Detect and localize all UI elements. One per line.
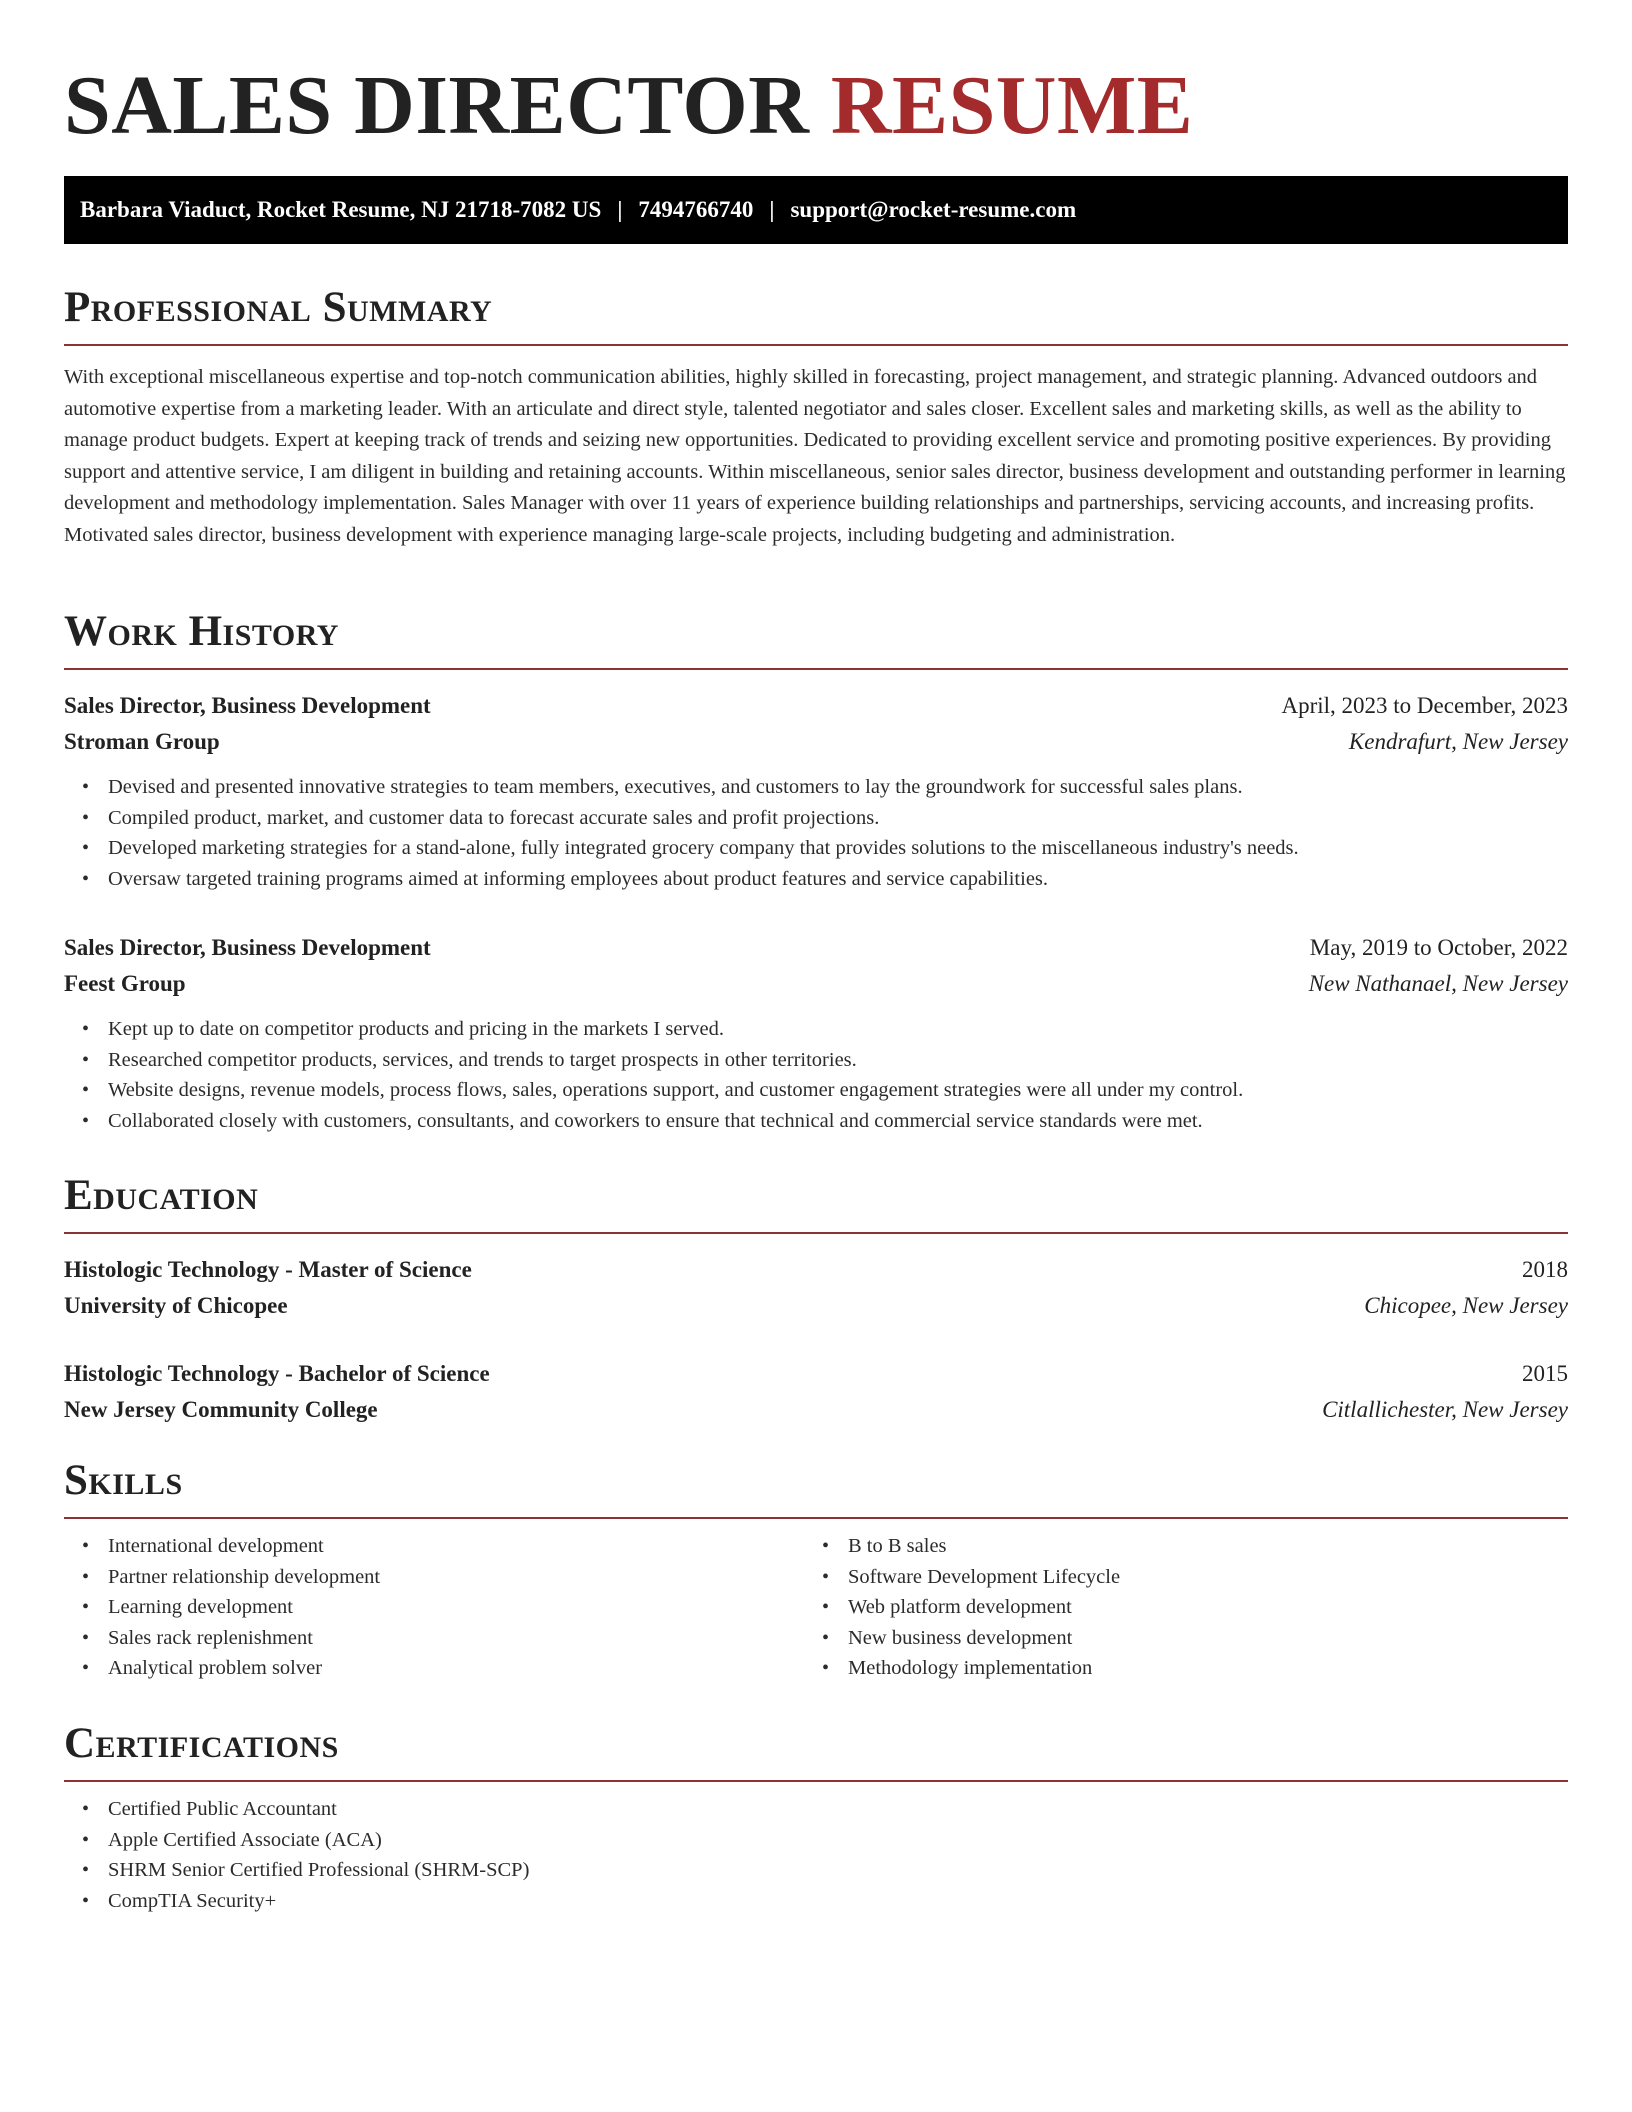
skill-text: Sales rack replenishment (108, 1626, 313, 1649)
school-location: Chicopee, New Jersey (1364, 1293, 1568, 1318)
skill-text: New business development (848, 1626, 1073, 1649)
degree-year: 2018 (1522, 1257, 1568, 1282)
list-item (64, 1014, 1568, 1045)
list-item (804, 1623, 1544, 1654)
school-row (64, 1288, 1568, 1324)
school-location: Citlallichester, New Jersey (1322, 1397, 1568, 1422)
certification-text: SHRM Senior Certified Professional (SHRM-SCP) (108, 1859, 530, 1881)
bullet-text: Kept up to date on competitor products and pricing in the markets I served. (108, 1018, 724, 1040)
degree-row (64, 1252, 1568, 1288)
bullet-icon: • (82, 1018, 90, 1040)
degree-title: Histologic Technology - Bachelor of Science (64, 1361, 490, 1386)
certification-text: CompTIA Security+ (108, 1889, 277, 1912)
list-item (64, 1855, 1568, 1886)
bullet-icon: • (82, 1048, 90, 1071)
section-divider (64, 1232, 1568, 1234)
bullet-icon: • (82, 1535, 90, 1557)
certification-text: Certified Public Accountant (108, 1798, 337, 1820)
list-item (64, 833, 1568, 864)
list-item (804, 1531, 1544, 1562)
list-item (64, 1075, 1568, 1106)
skill-text: International development (108, 1535, 324, 1557)
skill-text: B to B sales (848, 1535, 947, 1557)
bullet-text: Collaborated closely with customers, consultants, and coworkers to ensure that technical and commercial service standards were met. (108, 1109, 1203, 1132)
job-entry (64, 688, 1568, 894)
skill-text: Partner relationship development (108, 1565, 381, 1588)
contact-address: Barbara Viaduct, Rocket Resume, NJ 21718-7082 US (80, 197, 602, 222)
section-divider (64, 668, 1568, 670)
list-item (64, 1106, 1568, 1137)
skills-section (64, 1455, 1568, 1684)
section-divider (64, 344, 1568, 346)
school-row (64, 1392, 1568, 1428)
bullet-text: Oversaw targeted training programs aimed at informing employees about product features and service capabilities. (108, 867, 1049, 890)
bullet-icon: • (822, 1535, 830, 1557)
education-entry (64, 1252, 1568, 1324)
skills-list-right (804, 1531, 1544, 1684)
summary-section (64, 282, 1568, 551)
job-company-row (64, 724, 1568, 760)
job-entry (64, 930, 1568, 1136)
skill-text: Software Development Lifecycle (848, 1565, 1121, 1588)
list-item (64, 803, 1568, 834)
section-divider (64, 1517, 1568, 1519)
section-heading-education: Education (64, 1172, 259, 1219)
bullet-icon: • (82, 1109, 90, 1132)
work-history-section (64, 606, 1568, 1136)
bullet-icon: • (822, 1596, 830, 1618)
skill-text: Analytical problem solver (108, 1657, 323, 1679)
section-heading-skills: Skills (64, 1457, 183, 1504)
bullet-icon: • (82, 867, 90, 890)
contact-email[interactable]: support@rocket-resume.com (790, 197, 1077, 222)
list-item (64, 1562, 804, 1593)
list-item (804, 1653, 1544, 1684)
degree-title: Histologic Technology - Master of Science (64, 1257, 472, 1282)
skill-text: Learning development (108, 1596, 294, 1618)
skill-text: Web platform development (848, 1596, 1072, 1618)
job-dates: May, 2019 to October, 2022 (1309, 935, 1568, 960)
list-item (64, 1825, 1568, 1856)
section-divider (64, 1780, 1568, 1782)
bullet-icon: • (82, 1859, 90, 1881)
bullet-text: Researched competitor products, services, and trends to target prospects in other territories. (108, 1048, 857, 1071)
job-title: Sales Director, Business Development (64, 693, 431, 718)
job-bullets (64, 772, 1568, 894)
list-item (64, 1592, 804, 1623)
job-location: New Nathanael, New Jersey (1308, 971, 1568, 996)
job-bullets (64, 1014, 1568, 1136)
job-company: Stroman Group (64, 729, 220, 754)
summary-text: With exceptional miscellaneous expertise and top-notch communication abilities, highly skilled in forecasting, project management, and strategic planning. Advanced outdoors and automotive expertise from a marketing leader. With an articulate and direct style, talented negotiator and sales closer. Excellent sales and marketing skills, as well as the ability to manage product budgets. Expert at keeping track of trends and seizing new opportunities. Dedicated to providing excellent service and promoting positive experiences. By providing support and attentive service, I am diligent in building and retaining accounts. Within miscellaneous, senior sales director, business development and outstanding performer in learning development and methodology implementation. Sales Manager with over 11 years of experience building relationships and partnerships, servicing accounts, and increasing profits. Motivated sales director, business development with experience managing large-scale projects, including budgeting and administration. (64, 366, 1566, 546)
certifications-list (64, 1794, 1568, 1916)
list-item (64, 1794, 1568, 1825)
list-item (64, 1886, 1568, 1917)
contact-separator: | (617, 197, 623, 222)
section-heading-summary: Professional Summary (64, 284, 493, 331)
list-item (64, 1623, 804, 1654)
skill-text: Methodology implementation (848, 1657, 1093, 1679)
education-section (64, 1170, 1568, 1428)
certification-text: Apple Certified Associate (ACA) (108, 1828, 382, 1851)
bullet-icon: • (82, 1657, 90, 1679)
resume-title (64, 56, 1193, 156)
list-item (64, 864, 1568, 895)
job-dates: April, 2023 to December, 2023 (1281, 693, 1568, 718)
bullet-icon: • (822, 1657, 830, 1679)
bullet-icon: • (82, 1828, 90, 1851)
bullet-icon: • (82, 1079, 90, 1101)
bullet-text: Devised and presented innovative strategies to team members, executives, and customers to lay the groundwork for successful sales plans. (108, 776, 1243, 798)
section-heading-work: Work History (64, 608, 339, 655)
list-item (64, 1045, 1568, 1076)
list-item (64, 1531, 804, 1562)
bullet-icon: • (82, 776, 90, 798)
job-location: Kendrafurt, New Jersey (1348, 729, 1568, 754)
bullet-text: Website designs, revenue models, process flows, sales, operations support, and customer engagement strategies were all under my control. (108, 1079, 1244, 1101)
bullet-icon: • (82, 1626, 90, 1649)
bullet-icon: • (82, 1596, 90, 1618)
bullet-icon: • (82, 1889, 90, 1912)
contact-separator: | (769, 197, 775, 222)
skills-columns (64, 1531, 1568, 1684)
bullet-icon: • (82, 806, 90, 829)
list-item (804, 1562, 1544, 1593)
school-name: New Jersey Community College (64, 1397, 378, 1422)
job-company: Feest Group (64, 971, 186, 996)
bullet-icon: • (82, 837, 90, 859)
list-item (804, 1592, 1544, 1623)
contact-bar (64, 176, 1568, 244)
job-title: Sales Director, Business Development (64, 935, 431, 960)
job-title-row (64, 930, 1568, 966)
list-item (64, 772, 1568, 803)
title-main: SALES DIRECTOR (64, 59, 810, 152)
skills-list-left (64, 1531, 804, 1684)
bullet-icon: • (822, 1626, 830, 1649)
contact-phone[interactable]: 7494766740 (638, 197, 754, 222)
bullet-text: Compiled product, market, and customer data to forecast accurate sales and profit projections. (108, 806, 880, 829)
certifications-section (64, 1718, 1568, 1916)
section-heading-certifications: Certifications (64, 1720, 339, 1767)
education-entry (64, 1356, 1568, 1428)
degree-row (64, 1356, 1568, 1392)
bullet-icon: • (82, 1565, 90, 1588)
title-accent: RESUME (830, 59, 1194, 152)
job-company-row (64, 966, 1568, 1002)
bullet-text: Developed marketing strategies for a stand-alone, fully integrated grocery company that provides solutions to the miscellaneous industry's needs. (108, 837, 1299, 859)
degree-year: 2015 (1522, 1361, 1568, 1386)
job-title-row (64, 688, 1568, 724)
school-name: University of Chicopee (64, 1293, 288, 1318)
list-item (64, 1653, 804, 1684)
bullet-icon: • (82, 1798, 90, 1820)
bullet-icon: • (822, 1565, 830, 1588)
